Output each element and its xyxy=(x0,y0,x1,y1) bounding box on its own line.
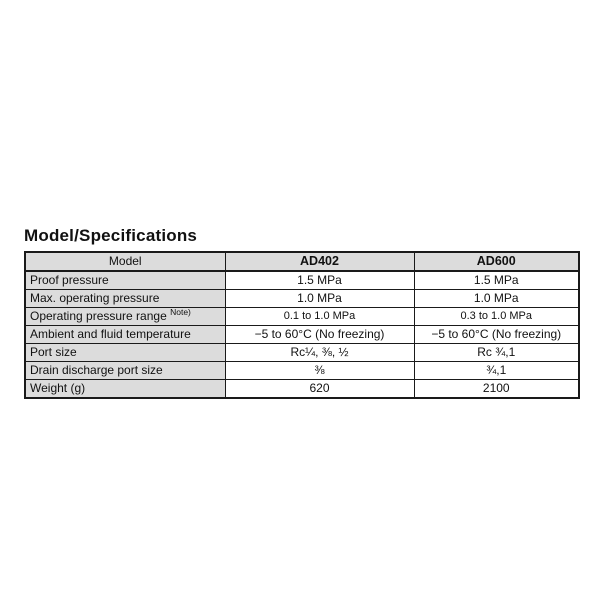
cell-value: 1.0 MPa xyxy=(225,290,414,308)
cell-value: ⅜ xyxy=(225,362,414,380)
cell-value: −5 to 60°C (No freezing) xyxy=(225,326,414,344)
row-label: Max. operating pressure xyxy=(25,290,225,308)
spec-table xyxy=(24,251,580,399)
page-title: Model/Specifications xyxy=(24,226,198,245)
column-header-ad600: AD600 xyxy=(414,252,579,271)
cell-value: Rc¼, ⅜, ½ xyxy=(225,344,414,362)
cell-value: Rc ¾,1 xyxy=(414,344,579,362)
cell-value: 1.5 MPa xyxy=(225,271,414,290)
table-row xyxy=(25,362,579,380)
cell-value: 2100 xyxy=(414,380,579,399)
cell-value: ¾,1 xyxy=(414,362,579,380)
table-row xyxy=(25,308,579,326)
cell-value: 1.0 MPa xyxy=(414,290,579,308)
spec-section xyxy=(24,226,578,399)
table-header-row xyxy=(25,252,579,271)
column-header-ad402: AD402 xyxy=(225,252,414,271)
cell-value: 0.1 to 1.0 MPa xyxy=(225,308,414,326)
table-row xyxy=(25,271,579,290)
row-label: Weight (g) xyxy=(25,380,225,399)
row-label: Proof pressure xyxy=(25,271,225,290)
cell-value: 0.3 to 1.0 MPa xyxy=(414,308,579,326)
cell-value: 620 xyxy=(225,380,414,399)
row-label-text: Operating pressure range xyxy=(30,308,167,323)
cell-value: −5 to 60°C (No freezing) xyxy=(414,326,579,344)
row-label xyxy=(25,308,225,326)
row-label: Ambient and fluid temperature xyxy=(25,326,225,344)
column-header-model: Model xyxy=(25,252,225,271)
table-row xyxy=(25,290,579,308)
row-label: Port size xyxy=(25,344,225,362)
cell-value: 1.5 MPa xyxy=(414,271,579,290)
table-row xyxy=(25,326,579,344)
row-label: Drain discharge port size xyxy=(25,362,225,380)
table-row xyxy=(25,344,579,362)
note-superscript: Note) xyxy=(170,307,191,317)
table-row xyxy=(25,380,579,399)
